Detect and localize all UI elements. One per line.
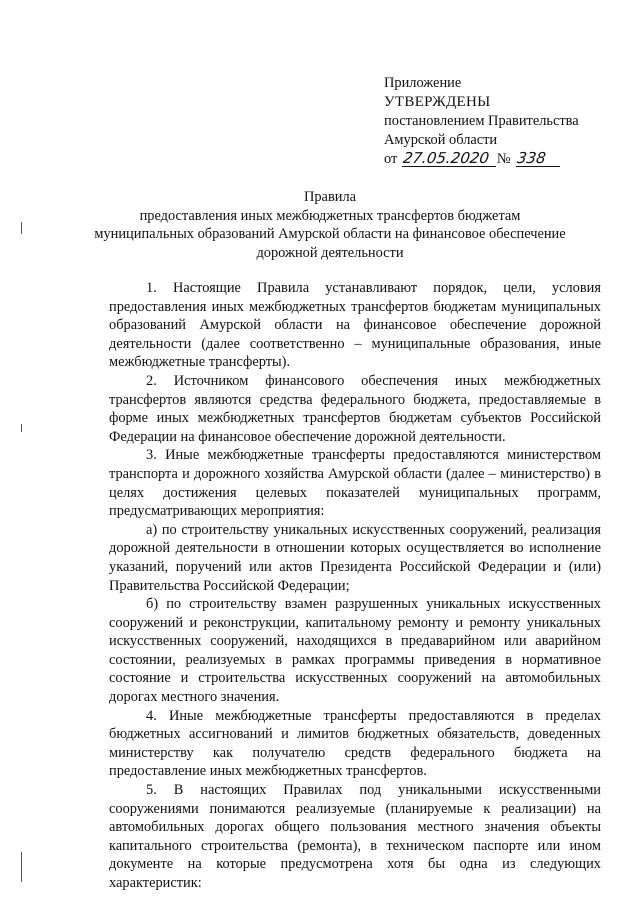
number-label: № xyxy=(496,151,511,167)
handwritten-date: 27.05.2020 xyxy=(402,151,498,167)
from-label: от xyxy=(384,151,398,167)
scan-margin-mark xyxy=(21,424,22,432)
date-number-line xyxy=(384,150,624,169)
title-line: предоставления иных межбюджетных трансфертов бюджетам xyxy=(139,207,521,224)
document-title xyxy=(90,188,570,262)
paragraph: 2. Источником финансового обеспечения иных межбюджетных трансфертов являются средства федерального бюджета, предоставляемые в форме иных межбюджетных трансфертов бюджетам субъектов Российской Федерации на финансовое обеспечение дорожной деятельности. xyxy=(109,372,601,445)
approval-block xyxy=(384,74,624,169)
approved-label: УТВЕРЖДЕНЫ xyxy=(384,94,491,110)
paragraph: а) по строительству уникальных искусственных сооружений, реализация дорожной деятельности в отношении которых осуществляется во исполнение указаний, поручений или актов Президента Российской Федерации и (или) Правительства Российской Федерации; xyxy=(109,521,601,594)
document-body xyxy=(109,279,601,893)
scan-margin-mark xyxy=(21,222,22,234)
paragraph: 1. Настоящие Правила устанавливают порядок, цели, условия предоставления иных межбюджетных трансфертов бюджетам муниципальных образований Амурской области на финансовое обеспечение дорожной деятельности (далее соответственно – муниципальные образования, иные межбюджетные трансферты). xyxy=(109,280,601,371)
paragraph: 5. В настоящих Правилах под уникальными искусственными сооружениями понимаются реализуемые (планируемые к реализации) на автомобильных дорогах общего пользования местного значения объекты капитального строительства (ремонта), в техническом паспорте или ином документе на которые предусмотрена хотя бы одна из следующих характеристик: xyxy=(109,782,601,891)
paragraph: 4. Иные межбюджетные трансферты предоставляются в пределах бюджетных ассигнований и лимитов бюджетных обязательств, доведенных министерству как получателю средств федерального бюджета на предоставление иных межбюджетных трансфертов. xyxy=(109,707,601,780)
scan-margin-mark xyxy=(21,852,22,882)
title-line: муниципальных образований Амурской области на финансовое обеспечение xyxy=(94,226,566,242)
decree-label: постановлением Правительства xyxy=(384,113,579,129)
paragraph: 3. Иные межбюджетные трансферты предоставляются министерством транспорта и дорожного хозяйства Амурской области (далее – министерство) в целях достижения целевых показателей муниципальных программ, предусматривающих мероприятия: xyxy=(109,447,601,520)
handwritten-number: 338 xyxy=(516,151,562,167)
paragraph: б) по строительству взамен разрушенных уникальных искусственных сооружений и реконструкции, капитальному ремонту и ремонту уникальных искусственных сооружений, находящихся в предаварийном или аварийном состоянии, реализуемых в рамках программы приведения в нормативное состояние и строительства искусственных сооружений на автомобильных дорогах местного значения. xyxy=(109,596,601,706)
appendix-label: Приложение xyxy=(384,75,462,91)
title-heading: Правила xyxy=(303,189,357,205)
region-label: Амурской области xyxy=(384,132,498,148)
title-line: дорожной деятельности xyxy=(256,244,404,261)
